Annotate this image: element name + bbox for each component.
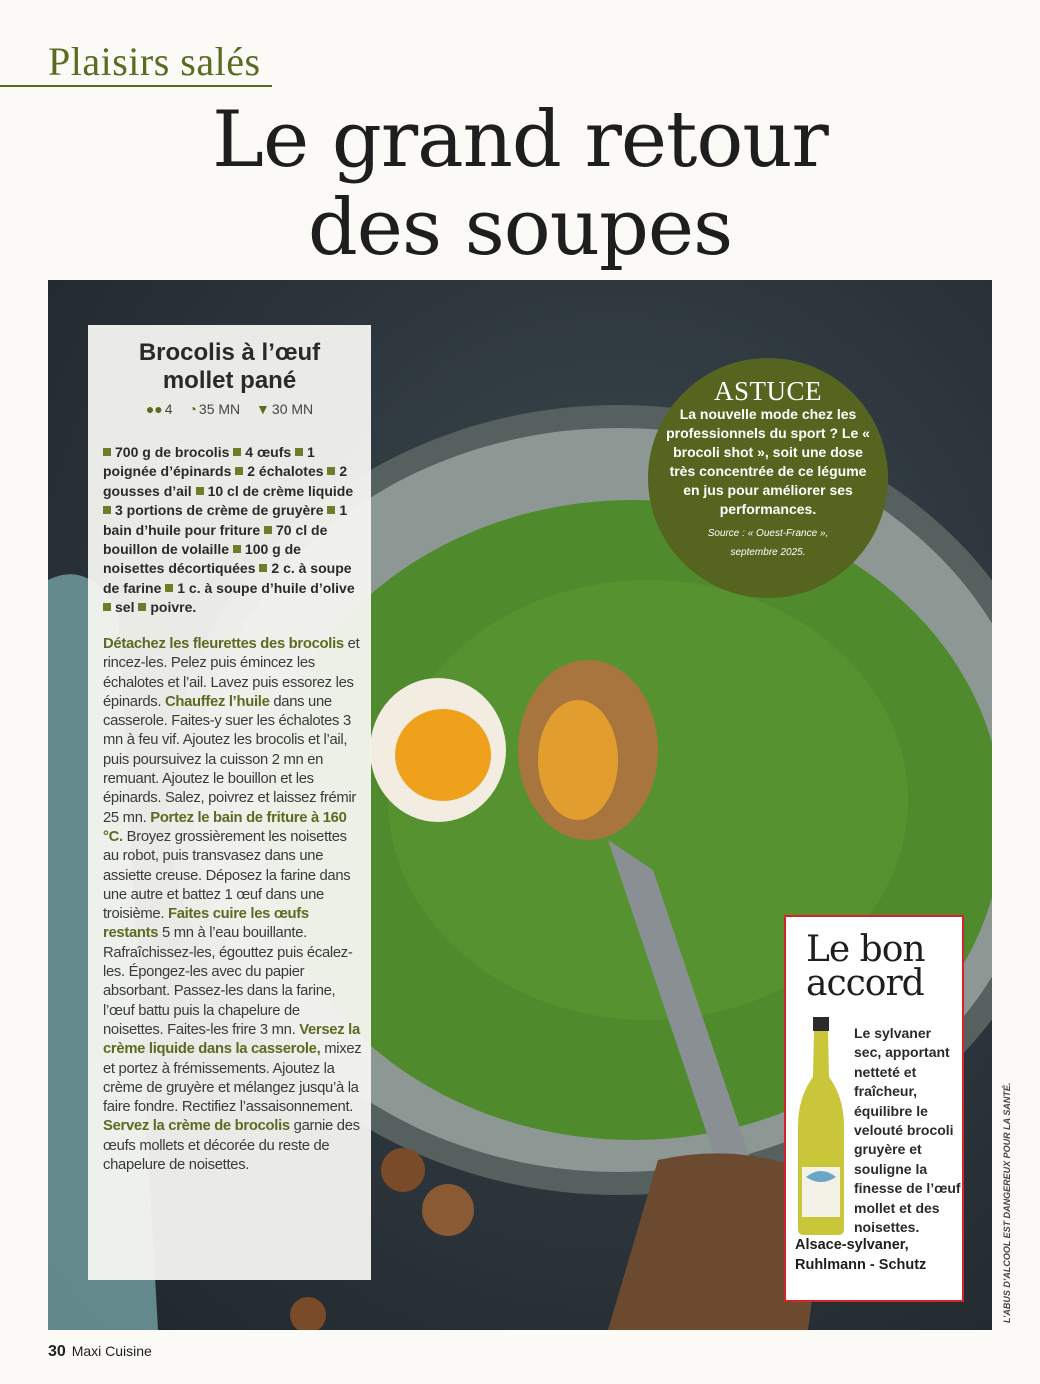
ingredient-bullet [103, 448, 111, 456]
recipe-title-line-1: Brocolis à l’œuf [138, 339, 321, 366]
recipe-title-line-2: mollet pané [162, 367, 297, 394]
step-lead: Portez le bain de friture à 160 °C. [103, 809, 347, 845]
ingredient-item: 100 g de noisettes décortiquées [103, 541, 301, 577]
ingredient-bullet [327, 506, 335, 514]
ingredient-bullet [103, 506, 111, 514]
section-title: Plaisirs salés [48, 39, 261, 84]
ingredient-item: 10 cl de crème liquide [207, 482, 354, 499]
ingredient-item: 1 c. à soupe d’huile d’olive [177, 579, 355, 596]
astuce-source-line-2: septembre 2025. [730, 547, 806, 558]
wine-bottle-image [794, 1017, 848, 1235]
section-rule [0, 85, 272, 87]
ingredient-item: 2 échalotes [247, 463, 324, 480]
ingredients-list [103, 443, 359, 618]
ingredient-item: 3 portions de crème de gruyère [115, 502, 324, 519]
astuce-source-line-1: Source : « Ouest-France », [707, 528, 829, 539]
astuce-badge [648, 358, 888, 598]
step-text: garnie des œufs mollets et décorée du reste de chapelure de noisettes. [103, 1118, 360, 1174]
ingredient-bullet [327, 467, 335, 475]
ingredient-bullet [295, 448, 303, 456]
ingredient-item: 2 c. à soupe de farine [103, 560, 352, 596]
ingredient-item: 70 cl de bouillon de volaille [103, 521, 328, 558]
step-text: et rincez-les. Pelez puis émincez les échalotes et l’ail. Lavez puis essorez les épinards. [103, 636, 360, 710]
ingredient-item: sel [115, 599, 135, 616]
ingredient-bullet [233, 448, 241, 456]
step-text: Broyez grossièrement les noisettes au robot, puis transvasez dans une assiette creuse. Déposez la farine dans une autre et battez 1 œuf dans une troisième. [103, 828, 351, 923]
clock-icon: ◔ [188, 401, 197, 417]
step-lead: Servez la crème de brocolis [103, 1118, 290, 1135]
wine-pairing-title [806, 929, 925, 1004]
people-icon: ●● [145, 401, 163, 417]
step-text: dans une casserole. Faites-y suer les échalotes 3 mn à feu vif. Ajoutez les brocolis et l’ail, puis poursuivez la cuisson 2 mn en remuant. Ajoutez le bouillon et les épinards. Salez, poivrez et laissez frémir 25 mn. [103, 693, 357, 826]
wine-pairing-box [784, 915, 964, 1302]
cook-time [256, 401, 313, 417]
wine-pairing-title-line-2: accord [806, 963, 924, 1004]
step-lead: Faites cuire les œufs restants [103, 906, 309, 942]
wine-name-line-2: Ruhlmann - Schutz [795, 1256, 927, 1273]
ingredient-bullet [235, 467, 243, 475]
ingredient-bullet [103, 603, 111, 611]
step-text: mixez et portez à frémissements. Ajoutez la crème de gruyère et mélangez jusqu’à la faire fondre. Rectifiez l’assaisonnement. [103, 1041, 362, 1116]
ingredient-bullet [138, 603, 146, 611]
ingredient-bullet [165, 584, 173, 592]
page-footer [48, 1343, 152, 1361]
legal-notice-text: L’ABUS D’ALCOOL EST DANGEREUX POUR LA SANTÉ. [1002, 1082, 1012, 1323]
ingredient-item: poivre. [150, 599, 197, 616]
ingredient-bullet [259, 564, 267, 572]
servings-value: 4 [164, 401, 173, 417]
headline [180, 96, 860, 272]
recipe-card [88, 325, 371, 1280]
prep-time-value: 35 MN [198, 401, 241, 417]
astuce-text: La nouvelle mode chez les professionnels du sport ? Le « brocoli shot », soit une dose très concentrée de ce légume en jus pour améliorer ses performances. [666, 406, 870, 517]
magazine-name: Maxi Cuisine [71, 1343, 152, 1359]
recipe-title [88, 339, 371, 395]
legal-notice [995, 1082, 1015, 1328]
ingredient-item: 1 bain d’huile pour friture [103, 502, 348, 538]
step-text: 5 mn à l’eau bouillante. Rafraîchissez-les, égouttez puis écalez-les. Épongez-les avec du papier absorbant. Passez-les dans la farine, l’œuf battu puis la chapelure de noisettes. Faites-les frire 3 mn. [103, 925, 353, 1038]
wine-name [795, 1236, 963, 1275]
ingredient-bullet [196, 487, 204, 495]
astuce-source [688, 524, 848, 562]
pot-icon: ▼ [256, 401, 270, 417]
wine-pairing-text: Le sylvaner sec, apportant netteté et fraîcheur, équilibre le velouté brocoli gruyère et souligne la finesse de l’œuf mollet et des noisettes. [854, 1025, 961, 1236]
headline-line-2: des soupes [307, 183, 733, 273]
ingredient-bullet [233, 545, 241, 553]
astuce-title: ASTUCE [713, 376, 822, 406]
ingredient-item: 2 gousses d’ail [103, 463, 348, 499]
servings [146, 401, 173, 417]
wine-pairing-title-line-1: Le bon [806, 929, 925, 970]
prep-time [188, 401, 240, 417]
step-lead: Détachez les fleurettes des brocolis [103, 636, 344, 652]
ingredient-item: 4 œufs [245, 444, 292, 460]
step-lead: Chauffez l’huile [164, 693, 270, 710]
ingredient-item: 700 g de brocolis [115, 444, 230, 460]
wine-name-line-1: Alsace-sylvaner, [795, 1237, 909, 1253]
step-lead: Versez la crème liquide dans la casserole, [103, 1021, 360, 1058]
cook-time-value: 30 MN [271, 401, 314, 417]
headline-line-1: Le grand retour [212, 95, 828, 185]
page-number: 30 [48, 1343, 66, 1360]
recipe-meta [88, 401, 371, 417]
recipe-steps [103, 635, 363, 1175]
ingredient-item: 1 poignée d’épinards [103, 444, 315, 480]
ingredient-bullet [264, 526, 272, 534]
